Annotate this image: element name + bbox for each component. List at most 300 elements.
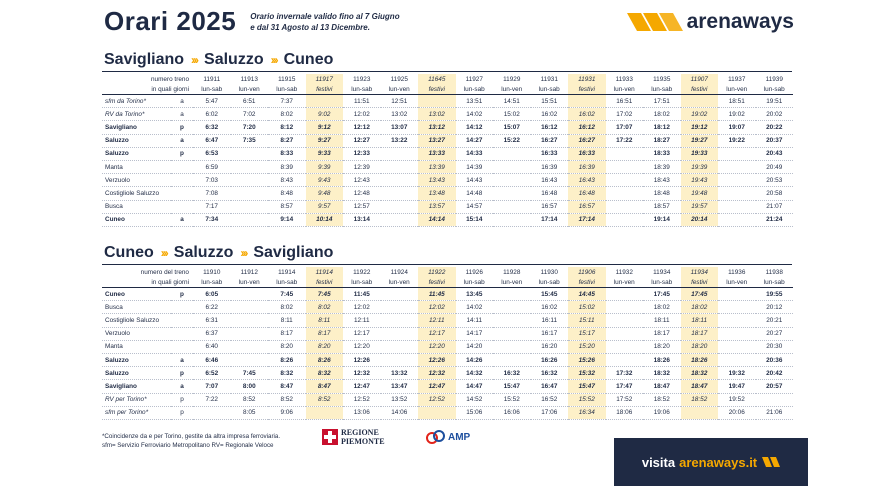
time-cell <box>718 160 756 173</box>
time-cell: 13:02 <box>381 108 419 121</box>
service-days: lun-ven <box>606 84 644 95</box>
time-cell: 16:47 <box>531 380 569 393</box>
train-number: 11926 <box>465 268 483 276</box>
time-cell: 16:27 <box>568 134 606 147</box>
service-days: lun-ven <box>381 84 419 95</box>
time-cell: 8:52 <box>231 393 269 406</box>
time-cell: 21:24 <box>756 213 794 226</box>
train-number: 11930 <box>540 268 558 276</box>
time-cell: 12:02 <box>418 301 456 314</box>
arrival-departure-flag <box>171 200 193 213</box>
time-cell: 16:43 <box>568 174 606 187</box>
time-cell: 15:14 <box>456 213 494 226</box>
time-cell: 12:43 <box>343 174 381 187</box>
time-cell: 18:20 <box>681 340 719 353</box>
service-days: lun-sab <box>756 84 794 95</box>
time-cell: 20:14 <box>681 213 719 226</box>
time-cell: 20:06 <box>718 406 756 419</box>
train-number: 11931 <box>540 75 558 83</box>
time-cell: 20:27 <box>756 327 794 340</box>
time-cell: 9:27 <box>306 134 344 147</box>
service-days: lun-ven <box>231 84 269 95</box>
station-name: Costigliole Saluzzo <box>102 187 171 200</box>
train-number: 11935 <box>653 75 671 83</box>
amp-mark-icon <box>426 428 446 446</box>
time-cell: 18:02 <box>643 301 681 314</box>
service-days: festivi <box>681 84 719 95</box>
station-name: Manta <box>102 340 171 353</box>
time-cell: 16:32 <box>493 367 531 380</box>
time-cell: 15:47 <box>493 380 531 393</box>
website-link[interactable]: arenaways.it <box>679 454 758 470</box>
service-days: lun-ven <box>231 277 269 288</box>
time-cell: 16:39 <box>568 160 606 173</box>
time-cell: 12:52 <box>343 393 381 406</box>
time-cell: 12:32 <box>343 367 381 380</box>
time-cell: 18:02 <box>643 108 681 121</box>
time-cell <box>381 200 419 213</box>
time-cell: 16:57 <box>531 200 569 213</box>
time-cell: 17:14 <box>531 213 569 226</box>
time-cell: 8:43 <box>268 174 306 187</box>
time-cell: 17:02 <box>606 108 644 121</box>
timetable-cuneo-savigliano <box>102 267 793 420</box>
time-cell: 12:11 <box>343 314 381 327</box>
footnote-2: sfm= Servizio Ferroviario Metropolitano RV= Regionale Veloce <box>102 442 274 449</box>
time-cell: 8:11 <box>268 314 306 327</box>
train-number: 11927 <box>465 75 483 83</box>
time-cell: 8:32 <box>306 367 344 380</box>
time-cell <box>718 340 756 353</box>
time-cell: 8:57 <box>268 200 306 213</box>
train-number: 11923 <box>353 75 371 83</box>
time-cell <box>718 187 756 200</box>
time-cell <box>418 406 456 419</box>
station-name: Cuneo <box>102 288 171 301</box>
arrival-departure-flag: p <box>171 121 193 134</box>
service-days: lun-ven <box>493 277 531 288</box>
time-cell <box>418 95 456 108</box>
time-cell <box>493 187 531 200</box>
time-cell: 6:37 <box>193 327 231 340</box>
time-cell: 14:27 <box>456 134 494 147</box>
time-cell: 14:45 <box>568 288 606 301</box>
time-cell: 16:34 <box>568 406 606 419</box>
time-cell: 13:57 <box>418 200 456 213</box>
station-name: Savigliano <box>102 121 171 134</box>
time-cell: 19:33 <box>681 147 719 160</box>
time-cell: 13:06 <box>343 406 381 419</box>
service-days: lun-sab <box>343 84 381 95</box>
time-cell: 12:11 <box>418 314 456 327</box>
header-label: in quali giorni <box>102 277 193 288</box>
stop-row <box>102 301 793 314</box>
time-cell: 7:35 <box>231 134 269 147</box>
stop-row <box>102 406 793 419</box>
time-cell <box>606 353 644 366</box>
time-cell: 6:47 <box>193 134 231 147</box>
time-cell: 9:14 <box>268 213 306 226</box>
validity-line-2: e dal 31 Agosto al 13 Dicembre. <box>250 22 370 32</box>
time-cell: 18:52 <box>681 393 719 406</box>
time-cell: 16:02 <box>531 108 569 121</box>
time-cell: 18:47 <box>681 380 719 393</box>
arrival-departure-flag <box>171 160 193 173</box>
time-cell <box>231 353 269 366</box>
train-number: 11922 <box>418 267 456 277</box>
time-cell: 18:02 <box>681 301 719 314</box>
time-cell: 12:26 <box>418 353 456 366</box>
train-number-row <box>102 267 793 277</box>
time-cell <box>493 327 531 340</box>
time-cell: 19:06 <box>643 406 681 419</box>
time-cell: 15:26 <box>568 353 606 366</box>
stop-row <box>102 95 793 108</box>
time-cell <box>718 288 756 301</box>
train-number: 11912 <box>240 268 258 276</box>
amp-logo <box>426 428 470 446</box>
train-number: 11914 <box>306 267 344 277</box>
station-name: Saluzzo <box>102 134 171 147</box>
time-cell: 6:59 <box>193 160 231 173</box>
time-cell <box>606 187 644 200</box>
service-days: lun-sab <box>531 277 569 288</box>
stop-row <box>102 213 793 226</box>
time-cell: 16:52 <box>531 393 569 406</box>
stop-row <box>102 314 793 327</box>
time-cell <box>493 200 531 213</box>
time-cell: 9:57 <box>306 200 344 213</box>
time-cell: 12:02 <box>343 301 381 314</box>
time-cell: 14:17 <box>456 327 494 340</box>
visit-website-banner[interactable] <box>614 438 808 486</box>
service-days: festivi <box>568 84 606 95</box>
time-cell: 12:20 <box>343 340 381 353</box>
time-cell: 20:37 <box>756 134 794 147</box>
time-cell <box>493 213 531 226</box>
time-cell: 14:06 <box>381 406 419 419</box>
service-days: lun-ven <box>381 277 419 288</box>
time-cell: 17:06 <box>531 406 569 419</box>
time-cell: 13:32 <box>381 367 419 380</box>
station-name: RV per Torino* <box>102 393 171 406</box>
time-cell <box>718 327 756 340</box>
time-cell: 21:06 <box>756 406 794 419</box>
time-cell <box>493 301 531 314</box>
stop-row <box>102 353 793 366</box>
time-cell <box>381 327 419 340</box>
arrival-departure-flag: a <box>171 380 193 393</box>
train-number: 11907 <box>681 74 719 84</box>
time-cell: 8:26 <box>306 353 344 366</box>
time-cell: 19:07 <box>718 121 756 134</box>
time-cell: 15:20 <box>568 340 606 353</box>
time-cell <box>606 147 644 160</box>
time-cell: 13:39 <box>418 160 456 173</box>
footnotes <box>102 432 280 450</box>
time-cell: 14:26 <box>456 353 494 366</box>
time-cell: 19:51 <box>756 95 794 108</box>
arrival-departure-flag <box>171 327 193 340</box>
time-cell: 18:32 <box>681 367 719 380</box>
time-cell: 15:17 <box>568 327 606 340</box>
time-cell: 6:40 <box>193 340 231 353</box>
service-days: lun-sab <box>268 84 306 95</box>
time-cell: 12:27 <box>343 134 381 147</box>
time-cell: 6:52 <box>193 367 231 380</box>
time-cell: 16:11 <box>531 314 569 327</box>
time-cell: 14:52 <box>456 393 494 406</box>
stop-row <box>102 121 793 134</box>
service-days: lun-sab <box>268 277 306 288</box>
time-cell: 19:02 <box>718 108 756 121</box>
service-days: festivi <box>681 277 719 288</box>
amp-text: AMP <box>448 431 471 443</box>
region-text-2: PIEMONTE <box>341 437 385 446</box>
header <box>104 6 440 37</box>
time-cell: 6:02 <box>193 108 231 121</box>
time-cell: 10:14 <box>306 213 344 226</box>
train-number: 11936 <box>728 268 746 276</box>
time-cell: 18:20 <box>643 340 681 353</box>
time-cell: 18:11 <box>681 314 719 327</box>
route1-stop-1: Savigliano <box>104 51 185 68</box>
time-cell: 16:12 <box>531 121 569 134</box>
train-number: 11931 <box>568 74 606 84</box>
time-cell <box>493 288 531 301</box>
arenaways-mark-icon <box>627 11 683 33</box>
time-cell: 19:48 <box>681 187 719 200</box>
time-cell: 14:48 <box>456 187 494 200</box>
time-cell: 18:12 <box>643 121 681 134</box>
train-number-row <box>102 74 793 84</box>
time-cell: 12:57 <box>343 200 381 213</box>
time-cell: 8:27 <box>268 134 306 147</box>
time-cell: 11:45 <box>343 288 381 301</box>
station-name: Savigliano <box>102 380 171 393</box>
time-cell: 18:26 <box>643 353 681 366</box>
time-cell: 19:22 <box>718 134 756 147</box>
time-cell: 8:12 <box>268 121 306 134</box>
service-days: lun-sab <box>456 84 494 95</box>
time-cell: 5:47 <box>193 95 231 108</box>
time-cell <box>231 187 269 200</box>
time-cell: 13:12 <box>418 121 456 134</box>
time-cell <box>381 288 419 301</box>
time-cell <box>493 160 531 173</box>
header-label: numero del treno <box>140 268 189 276</box>
time-cell: 7:20 <box>231 121 269 134</box>
service-days: lun-sab <box>343 277 381 288</box>
time-cell: 18:32 <box>643 367 681 380</box>
arenaways-logo <box>627 10 794 34</box>
arrival-departure-flag: p <box>171 393 193 406</box>
time-cell: 13:51 <box>456 95 494 108</box>
time-cell: 9:02 <box>306 108 344 121</box>
time-cell <box>493 314 531 327</box>
arrival-departure-flag: p <box>171 288 193 301</box>
time-cell: 16:02 <box>531 301 569 314</box>
time-cell: 17:45 <box>643 288 681 301</box>
time-cell <box>231 288 269 301</box>
time-cell: 8:47 <box>268 380 306 393</box>
time-cell: 15:22 <box>493 134 531 147</box>
station-name: RV da Torino* <box>102 108 171 121</box>
time-cell: 17:52 <box>606 393 644 406</box>
time-cell <box>606 160 644 173</box>
service-days: festivi <box>418 277 456 288</box>
arrival-departure-flag: a <box>171 213 193 226</box>
regione-piemonte-logo <box>322 428 385 446</box>
service-days: festivi <box>306 84 344 95</box>
time-cell: 14:57 <box>456 200 494 213</box>
time-cell: 8:05 <box>231 406 269 419</box>
train-number: 11924 <box>390 268 408 276</box>
time-cell: 15:32 <box>568 367 606 380</box>
stop-row <box>102 147 793 160</box>
time-cell: 14:02 <box>456 301 494 314</box>
service-days: festivi <box>568 277 606 288</box>
time-cell: 9:06 <box>268 406 306 419</box>
time-cell <box>718 147 756 160</box>
stop-row <box>102 327 793 340</box>
service-days: lun-sab <box>193 277 231 288</box>
train-number: 11911 <box>203 75 221 83</box>
time-cell: 12:12 <box>343 121 381 134</box>
route-title-1 <box>104 51 333 69</box>
divider <box>102 264 792 265</box>
time-cell: 8:52 <box>306 393 344 406</box>
time-cell: 14:43 <box>456 174 494 187</box>
time-cell: 20:30 <box>756 340 794 353</box>
time-cell: 7:22 <box>193 393 231 406</box>
time-cell: 14:47 <box>456 380 494 393</box>
brand-name: arenaways <box>686 10 794 33</box>
service-days: lun-sab <box>643 277 681 288</box>
station-name: Busca <box>102 200 171 213</box>
validity-note <box>250 11 440 33</box>
page-title: Orari 2025 <box>104 6 237 36</box>
time-cell: 12:47 <box>343 380 381 393</box>
time-cell <box>493 353 531 366</box>
time-cell: 7:37 <box>268 95 306 108</box>
time-cell: 14:51 <box>493 95 531 108</box>
time-cell: 6:31 <box>193 314 231 327</box>
regione-crest-icon <box>322 429 338 445</box>
time-cell: 6:53 <box>193 147 231 160</box>
time-cell: 19:47 <box>718 380 756 393</box>
time-cell: 7:34 <box>193 213 231 226</box>
train-number: 11645 <box>418 74 456 84</box>
time-cell: 9:43 <box>306 174 344 187</box>
time-cell: 17:32 <box>606 367 644 380</box>
time-cell: 6:32 <box>193 121 231 134</box>
time-cell: 8:20 <box>268 340 306 353</box>
time-cell: 19:32 <box>718 367 756 380</box>
time-cell: 20:53 <box>756 174 794 187</box>
route1-stop-2: Saluzzo <box>204 51 264 68</box>
time-cell: 14:32 <box>456 367 494 380</box>
time-cell <box>306 95 344 108</box>
time-cell: 13:47 <box>381 380 419 393</box>
stop-row <box>102 393 793 406</box>
time-cell: 20:58 <box>756 187 794 200</box>
time-cell <box>231 200 269 213</box>
time-cell <box>718 213 756 226</box>
train-number: 11925 <box>390 75 408 83</box>
time-cell: 17:22 <box>606 134 644 147</box>
time-cell: 13:02 <box>418 108 456 121</box>
arrival-departure-flag: p <box>171 406 193 419</box>
time-cell: 6:51 <box>231 95 269 108</box>
service-days: lun-sab <box>456 277 494 288</box>
time-cell: 18:47 <box>643 380 681 393</box>
time-cell <box>718 353 756 366</box>
time-cell: 14:12 <box>456 121 494 134</box>
station-name: Saluzzo <box>102 353 171 366</box>
time-cell: 20:22 <box>756 121 794 134</box>
train-number: 11933 <box>615 75 633 83</box>
time-cell: 18:06 <box>606 406 644 419</box>
train-number: 11915 <box>278 75 296 83</box>
time-cell: 20:57 <box>756 380 794 393</box>
time-cell <box>606 213 644 226</box>
time-cell: 13:45 <box>456 288 494 301</box>
time-cell: 8:48 <box>268 187 306 200</box>
timetable-savigliano-cuneo <box>102 74 793 227</box>
time-cell: 13:14 <box>343 213 381 226</box>
time-cell <box>756 393 794 406</box>
time-cell <box>193 406 231 419</box>
time-cell: 7:07 <box>193 380 231 393</box>
route-title-2 <box>104 244 333 262</box>
time-cell: 9:48 <box>306 187 344 200</box>
time-cell: 15:47 <box>568 380 606 393</box>
time-cell: 12:26 <box>343 353 381 366</box>
time-cell: 19:14 <box>643 213 681 226</box>
stop-row <box>102 187 793 200</box>
train-number: 11910 <box>203 268 221 276</box>
arrival-departure-flag <box>171 174 193 187</box>
footnote-1: *Coincidenze da e per Torino, gestite da altra impresa ferroviaria. <box>102 433 281 440</box>
time-cell: 18:26 <box>681 353 719 366</box>
time-cell: 8:02 <box>268 108 306 121</box>
train-number: 11937 <box>728 75 746 83</box>
time-cell: 12:47 <box>418 380 456 393</box>
time-cell: 18:39 <box>643 160 681 173</box>
time-cell: 13:07 <box>381 121 419 134</box>
stop-row <box>102 108 793 121</box>
time-cell: 12:52 <box>418 393 456 406</box>
time-cell: 15:02 <box>568 301 606 314</box>
time-cell: 12:17 <box>418 327 456 340</box>
time-cell: 20:36 <box>756 353 794 366</box>
time-cell: 7:03 <box>193 174 231 187</box>
train-number: 11932 <box>615 268 633 276</box>
service-days: lun-sab <box>193 84 231 95</box>
time-cell: 18:43 <box>643 174 681 187</box>
time-cell: 15:45 <box>531 288 569 301</box>
time-cell: 16:02 <box>568 108 606 121</box>
time-cell <box>231 301 269 314</box>
arrival-departure-flag <box>171 187 193 200</box>
station-name: sfm da Torino* <box>102 95 171 108</box>
time-cell: 8:20 <box>306 340 344 353</box>
time-cell: 12:48 <box>343 187 381 200</box>
stop-row <box>102 380 793 393</box>
service-days: lun-sab <box>531 84 569 95</box>
time-cell: 14:39 <box>456 160 494 173</box>
